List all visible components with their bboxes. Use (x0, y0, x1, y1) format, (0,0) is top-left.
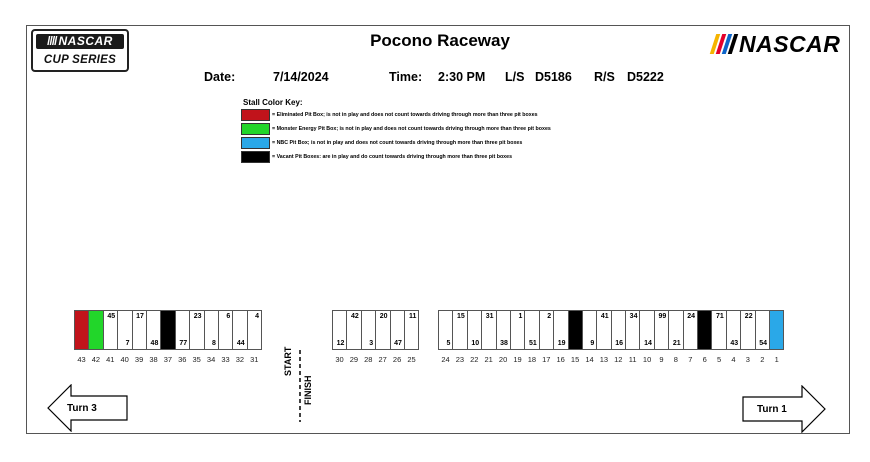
pit-stall-16 (553, 310, 568, 350)
car-number: 11 (408, 313, 417, 320)
cup-series-logo (31, 29, 129, 72)
pit-stall-37 (160, 310, 175, 350)
nascar-logo-text: NASCAR (739, 30, 841, 57)
ls-label: L/S (505, 70, 525, 84)
stall-number: 39 (134, 355, 144, 364)
stall-number: 6 (702, 355, 707, 364)
page-title: Pocono Raceway (370, 31, 510, 50)
document-frame (26, 25, 850, 434)
pit-stall-25 (404, 310, 419, 350)
pit-stall-5 (711, 310, 726, 350)
stall-number: 30 (335, 355, 344, 364)
key-text: = Monster Energy Pit Box; is not in play and does not count towards driving through more than three pit boxes (272, 126, 551, 132)
car-number: 7 (125, 340, 130, 347)
pit-stall-2 (755, 310, 770, 350)
car-number: 21 (672, 340, 681, 347)
car-number: 2 (547, 313, 552, 320)
stall-number: 43 (77, 355, 86, 364)
car-number: 31 (485, 313, 494, 320)
stall-number: 22 (470, 355, 479, 364)
car-number: 23 (193, 313, 202, 320)
stall-number: 3 (745, 355, 750, 364)
car-number: 41 (600, 313, 609, 320)
stall-number: 40 (120, 355, 129, 364)
stall-number: 1 (774, 355, 779, 364)
key-text: = NBC Pit Box; is not in play and does not count towards driving through more than three pit boxes (272, 140, 523, 146)
key-swatch (241, 151, 270, 163)
pit-stall-24 (438, 310, 453, 350)
stall-number: 25 (407, 355, 416, 364)
stall-number: 18 (527, 355, 537, 364)
car-number: 8 (212, 340, 216, 347)
pit-stall-42 (88, 310, 103, 350)
pit-stall-19 (510, 310, 525, 350)
pit-stall-43 (74, 310, 89, 350)
cup-logo-top (36, 34, 124, 49)
stall-number: 11 (628, 355, 637, 364)
car-number: 34 (629, 313, 638, 320)
start-label: START (283, 346, 293, 376)
stall-number: 41 (106, 355, 115, 364)
time-label: Time: (389, 70, 423, 84)
car-number: 1 (518, 313, 523, 320)
pit-stall-14 (582, 310, 597, 350)
cup-logo-top-text: NASCAR (58, 34, 113, 48)
key-text: = Eliminated Pit Box; is not in play and does not count towards driving through more than three pit boxes (272, 112, 538, 118)
car-number: 42 (350, 313, 359, 320)
car-number: 6 (226, 313, 231, 320)
car-number: 43 (730, 340, 739, 347)
stall-number: 29 (349, 355, 359, 364)
stall-number: 7 (688, 355, 693, 364)
stall-number: 42 (91, 355, 101, 364)
turn-3-label: Turn 3 (67, 403, 97, 414)
stall-number: 32 (235, 355, 245, 364)
pit-stall-12 (611, 310, 626, 350)
car-number: 19 (557, 340, 566, 347)
stall-number: 26 (392, 355, 402, 364)
pit-stall-22 (467, 310, 482, 350)
car-number: 20 (379, 313, 388, 320)
key-swatch (241, 137, 270, 149)
pit-stall-36 (175, 310, 190, 350)
car-number: 5 (446, 340, 451, 347)
nascar-bars-icon (713, 34, 735, 54)
pit-stall-15 (568, 310, 583, 350)
stall-number: 17 (542, 355, 551, 364)
nascar-logo (713, 32, 840, 56)
car-number: 12 (336, 340, 345, 347)
rs-label: R/S (594, 70, 615, 84)
stall-number: 19 (513, 355, 522, 364)
pit-stall-40 (117, 310, 132, 350)
car-number: 45 (107, 313, 116, 320)
pit-stall-35 (189, 310, 204, 350)
car-number: 48 (150, 340, 159, 347)
pit-stall-32 (232, 310, 247, 350)
key-row-eliminated (241, 109, 538, 121)
pit-stall-28 (361, 310, 376, 350)
date-value: 7/14/2024 (273, 70, 329, 84)
stall-number: 20 (498, 355, 508, 364)
pit-stall-3 (740, 310, 755, 350)
key-text: = Vacant Pit Boxes: are in play and do count towards driving through more than three pit boxes (272, 154, 513, 160)
stall-number: 36 (178, 355, 187, 364)
car-number: 24 (687, 313, 696, 320)
stall-color-key-title: Stall Color Key: (243, 98, 303, 107)
pit-stall-group-1 (74, 310, 261, 350)
rs-value: D5222 (627, 70, 664, 84)
car-number: 99 (658, 313, 667, 320)
key-swatch (241, 109, 270, 121)
cup-logo-bottom: CUP SERIES (43, 54, 117, 66)
pit-stall-26 (390, 310, 405, 350)
stall-number: 5 (717, 355, 722, 364)
stall-number: 35 (192, 355, 201, 364)
pit-stall-27 (375, 310, 390, 350)
pit-stall-17 (539, 310, 554, 350)
car-number: 3 (369, 340, 374, 347)
pit-stall-23 (452, 310, 467, 350)
pit-stall-9 (654, 310, 669, 350)
stall-number: 28 (364, 355, 373, 364)
pit-stall-1 (769, 310, 784, 350)
stall-number: 24 (441, 355, 450, 364)
pit-stall-6 (697, 310, 712, 350)
stall-number: 2 (760, 355, 765, 364)
stall-number: 14 (585, 355, 594, 364)
stall-number: 38 (149, 355, 158, 364)
pit-stall-10 (639, 310, 654, 350)
stall-number: 33 (221, 355, 230, 364)
ls-value: D5186 (535, 70, 572, 84)
pit-stall-8 (668, 310, 683, 350)
pit-stall-11 (625, 310, 640, 350)
car-number: 38 (500, 340, 508, 347)
car-number: 47 (394, 340, 402, 347)
key-row-vacant (241, 151, 512, 163)
pit-stall-30 (332, 310, 347, 350)
pit-stall-7 (683, 310, 698, 350)
stall-number: 37 (163, 355, 173, 364)
stall-number: 16 (556, 355, 565, 364)
car-number: 17 (136, 313, 144, 320)
pit-stall-group-3 (438, 310, 783, 350)
key-row-nbc (241, 137, 522, 149)
pit-stall-31 (247, 310, 262, 350)
car-number: 14 (644, 340, 652, 347)
pit-stall-13 (596, 310, 611, 350)
pit-stall-group-2 (332, 310, 418, 350)
pit-stall-39 (132, 310, 147, 350)
pit-stall-38 (146, 310, 161, 350)
pit-stall-18 (524, 310, 539, 350)
car-number: 71 (716, 313, 724, 320)
pit-stall-34 (204, 310, 219, 350)
stall-number: 27 (378, 355, 387, 364)
car-number: 51 (528, 340, 537, 347)
pit-stall-41 (103, 310, 118, 350)
stall-number: 31 (250, 355, 259, 364)
key-swatch (241, 123, 270, 135)
date-label: Date: (204, 70, 236, 84)
pit-stall-29 (346, 310, 361, 350)
stall-number: 12 (614, 355, 623, 364)
car-number: 4 (255, 313, 260, 320)
stall-number: 34 (206, 355, 216, 364)
car-number: 77 (179, 340, 188, 347)
pit-stall-20 (496, 310, 511, 350)
stall-number: 10 (642, 355, 652, 364)
car-number: 54 (759, 340, 767, 347)
stall-number: 13 (599, 355, 609, 364)
time-value: 2:30 PM (438, 70, 486, 84)
key-row-monster-energy (241, 123, 551, 135)
car-number: 22 (744, 313, 753, 320)
finish-label: FINISH (303, 375, 313, 405)
pit-stall-4 (726, 310, 741, 350)
car-number: 9 (590, 340, 595, 347)
turn-1-label: Turn 1 (757, 404, 787, 415)
car-number: 16 (615, 340, 624, 347)
pit-stall-33 (218, 310, 233, 350)
stall-number: 8 (673, 355, 678, 364)
car-number: 10 (471, 340, 480, 347)
stall-number: 23 (455, 355, 465, 364)
car-number: 15 (456, 313, 465, 320)
car-number: 44 (236, 340, 245, 347)
pit-stall-21 (481, 310, 496, 350)
stall-number: 9 (659, 355, 664, 364)
stripes-icon: //// (47, 34, 57, 48)
stall-number: 15 (570, 355, 580, 364)
stall-number: 4 (731, 355, 736, 364)
stall-number: 21 (484, 355, 493, 364)
